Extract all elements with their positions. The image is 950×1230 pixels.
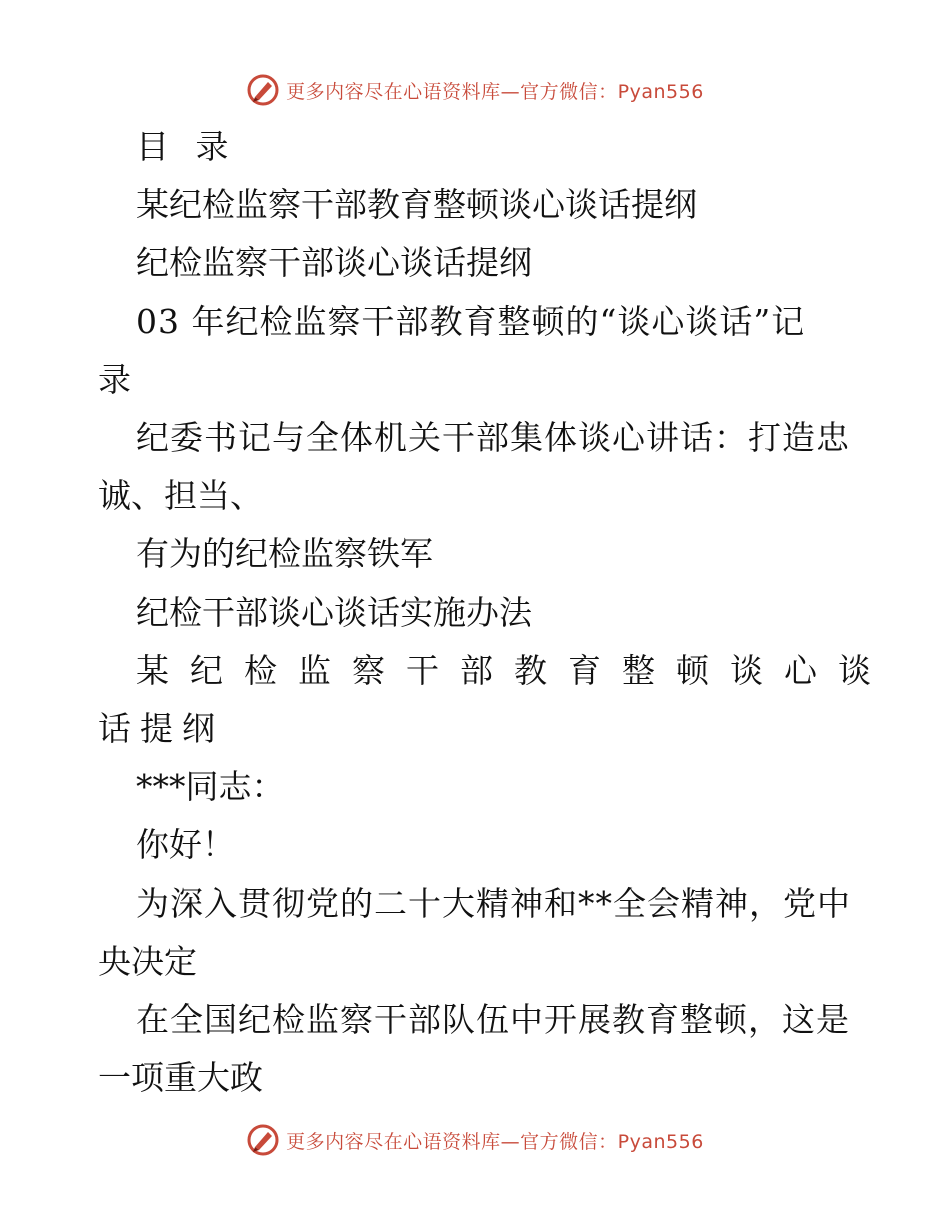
section-title: 某纪检监察干部教育整顿谈心谈 <box>136 651 892 690</box>
salutation: ***同志： <box>136 767 285 806</box>
pen-logo-icon <box>246 1123 280 1157</box>
body-paragraph-2-cont: 一项重大政 <box>98 1058 263 1097</box>
pen-logo-icon <box>246 73 280 107</box>
body-paragraph-1-cont: 央决定 <box>98 942 197 981</box>
toc-entry-4-cont-2: 有为的纪检监察铁军 <box>136 534 433 573</box>
body-paragraph-1: 为深入贯彻党的二十大精神和**全会精神，党中 <box>136 884 851 923</box>
footer-banner-text: 更多内容尽在心语资料库—官方微信：Pyan556 <box>286 1130 704 1153</box>
header-watermark-banner <box>0 70 950 110</box>
toc-entry-4: 纪委书记与全体机关干部集体谈心讲话：打造忠 <box>136 418 850 457</box>
body-paragraph-2: 在全国纪检监察干部队伍中开展教育整顿，这是 <box>136 1000 850 1039</box>
header-banner-text: 更多内容尽在心语资料库—官方微信：Pyan556 <box>286 80 704 103</box>
toc-entry-2: 纪检监察干部谈心谈话提纲 <box>136 243 532 282</box>
toc-entry-1: 某纪检监察干部教育整顿谈心谈话提纲 <box>136 185 697 224</box>
footer-watermark-banner <box>0 1120 950 1160</box>
toc-entry-5: 纪检干部谈心谈话实施办法 <box>136 593 532 632</box>
toc-entry-3-cont: 录 <box>98 360 131 399</box>
toc-title: 目 录 <box>136 127 237 166</box>
toc-entry-3: 03 年纪检监察干部教育整顿的“谈心谈话”记 <box>136 302 806 341</box>
greeting: 你好！ <box>136 825 235 864</box>
toc-entry-4-cont: 诚、担当、 <box>98 476 263 515</box>
section-title-cont: 话提纲 <box>98 709 224 748</box>
